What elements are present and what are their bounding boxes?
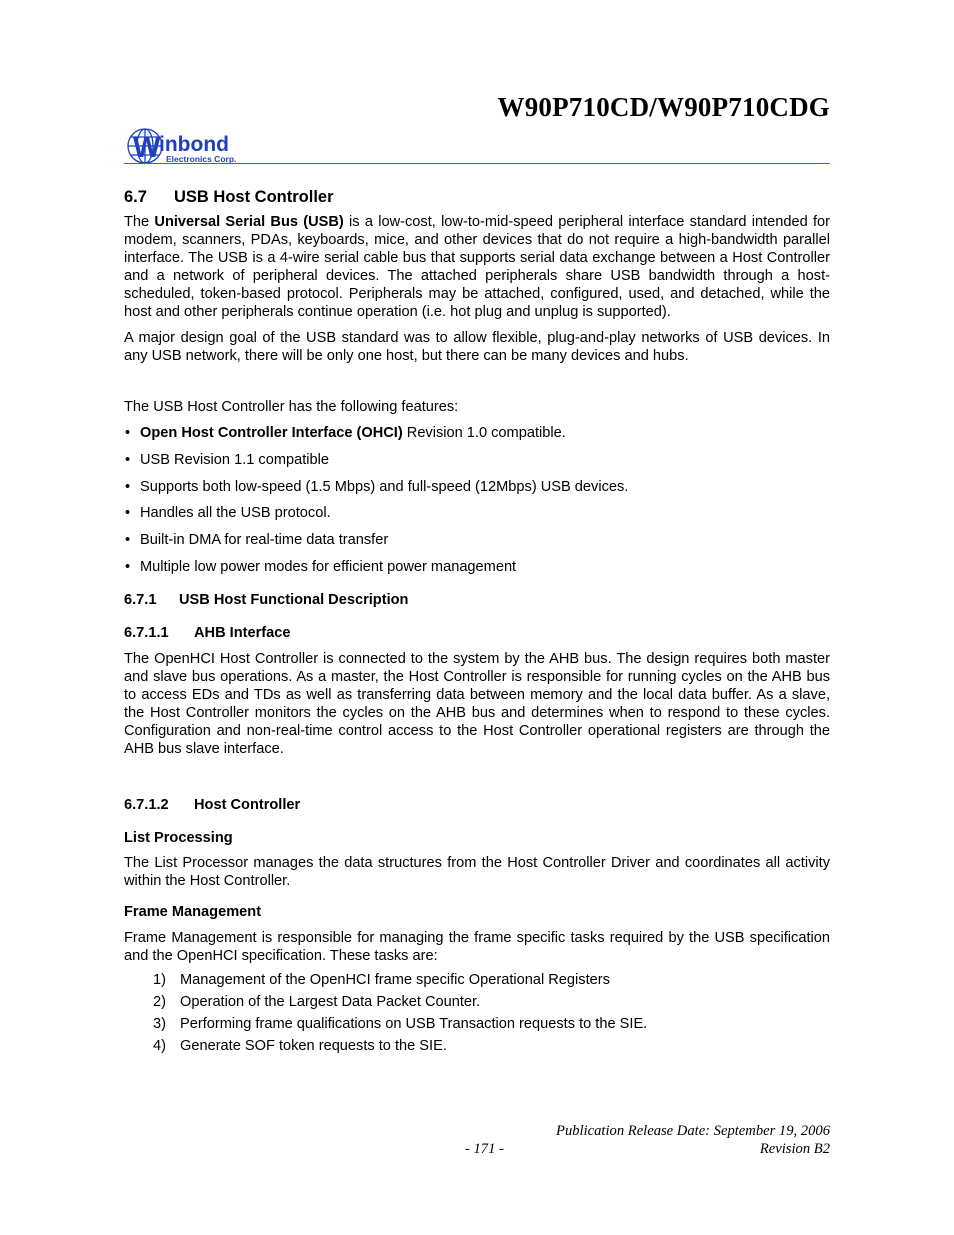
section-heading: [124, 188, 830, 206]
winbond-globe-icon: [126, 125, 256, 167]
winbond-logo: [126, 125, 256, 167]
page-body: [124, 188, 830, 1059]
task-item: 1) Management of the OpenHCI frame specific Operational Registers: [153, 971, 610, 988]
logo-wordmark: inbond: [159, 133, 229, 156]
header-rule: [124, 163, 830, 164]
revision-label: Revision B2: [759, 1141, 830, 1157]
logo-letter: W: [133, 132, 161, 164]
page-number: - 171 -: [465, 1141, 504, 1157]
ahb-heading: [124, 624, 830, 642]
tasks-list: [124, 971, 830, 1055]
host-controller-title: Host Controller: [194, 796, 301, 813]
feature-item: • Supports both low-speed (1.5 Mbps) and full-speed (12Mbps) USB devices.: [124, 478, 830, 496]
features-intro: The USB Host Controller has the following features:: [124, 399, 459, 415]
features-list: [124, 424, 830, 576]
document-title: W90P710CD/W90P710CDG: [497, 92, 830, 122]
feature-bold: Open Host Controller Interface (OHCI): [140, 425, 403, 441]
task-item: 4) Generate SOF token requests to the SIE.: [153, 1037, 447, 1054]
feature-item: • Built-in DMA for real-time data transfer: [124, 531, 830, 549]
list-processing-heading: List Processing: [124, 829, 233, 846]
host-controller-number: 6.7.1.2: [124, 796, 169, 813]
task-item: 2) Operation of the Largest Data Packet Counter.: [153, 993, 481, 1010]
task-item: 3) Performing frame qualifications on USB Transaction requests to the SIE.: [153, 1015, 648, 1032]
intro-paragraph: [124, 213, 830, 321]
feature-item: • Handles all the USB protocol.: [124, 504, 830, 522]
feature-item: • USB Revision 1.1 compatible: [124, 451, 830, 469]
ahb-paragraph: The OpenHCI Host Controller is connected to the system by the AHB bus. The design requires both master and slave bus operations. As a master, the Host Controller is responsible for running cycles on the AHB bus to access EDs and TDs as well as transferring data between memory and the local data buffer. As a slave, the Host Controller monitors the cycles on the AHB bus and determines when to respond to these cycles. Configuration and non-real-time control access to the Host Controller operational registers are through the AHB bus slave interface.: [124, 650, 830, 757]
subsection-title: USB Host Functional Description: [179, 591, 409, 608]
publication-date: Publication Release Date: September 19, 2006: [556, 1123, 830, 1139]
frame-management-heading: Frame Management: [124, 903, 262, 920]
intro-pre: The: [124, 214, 155, 230]
list-processing-paragraph: The List Processor manages the data structures from the Host Controller Driver and coordinates all activity within the Host Controller.: [124, 854, 830, 889]
frame-management-paragraph: Frame Management is responsible for managing the frame specific tasks required by the USB specification and the OpenHCI specification. These tasks are:: [124, 929, 830, 964]
intro-bold-term: Universal Serial Bus (USB): [154, 214, 344, 230]
section-title: USB Host Controller: [174, 188, 334, 206]
subsection-heading: [124, 591, 830, 609]
host-controller-heading: [124, 796, 830, 814]
design-goal-paragraph: A major design goal of the USB standard was to allow flexible, plug-and-play networks of USB devices. In any USB network, there will be only one host, but there can be many devices and hubs.: [124, 330, 830, 364]
subsection-number: 6.7.1: [124, 591, 157, 608]
section-number: 6.7: [124, 188, 147, 206]
intro-rest: is a low-cost, low-to-mid-speed peripheral interface standard intended for modem, scanners, PDAs, keyboards, mice, and other devices that do not require a high-bandwidth parallel interface. The USB is a 4-wire serial cable bus that supports serial data exchange between a Host Controller and a network of peripheral devices. The attached peripherals share USB bandwidth through a host-scheduled, token-based protocol. Peripherals may be attached, configured, used, and detached, while the host and other peripherals continue operation (i.e. hot plug and unplug is supported).: [124, 214, 830, 320]
ahb-title: AHB Interface: [194, 624, 291, 641]
feature-item: • Open Host Controller Interface (OHCI) Revision 1.0 compatible.: [124, 424, 830, 442]
ahb-number: 6.7.1.1: [124, 624, 169, 641]
logo-subtext: Electronics Corp.: [166, 154, 237, 164]
feature-item: • Multiple low power modes for efficient power management: [124, 558, 830, 576]
